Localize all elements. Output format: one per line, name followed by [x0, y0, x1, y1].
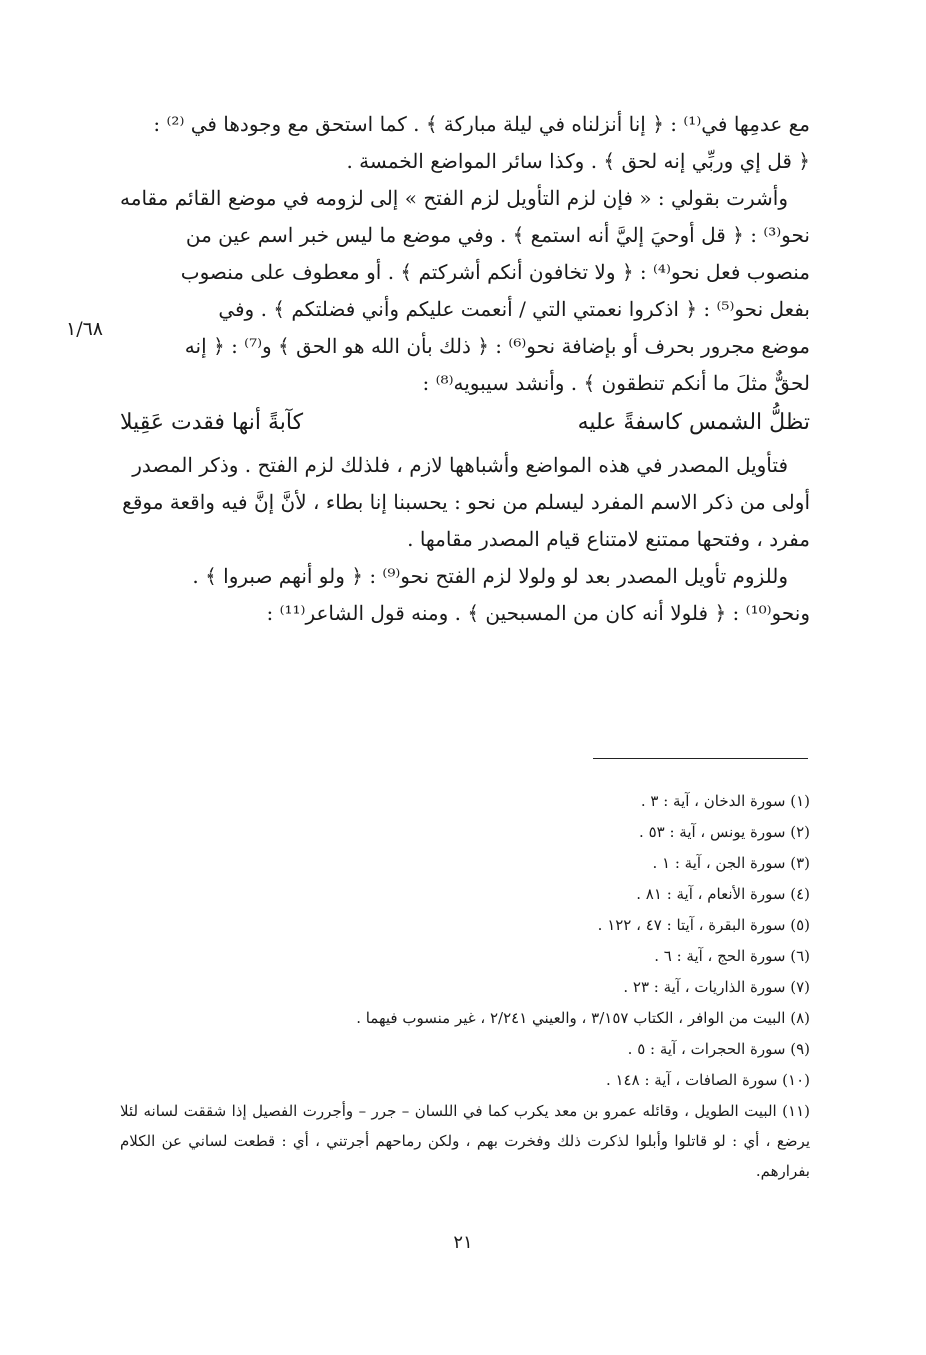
footnote: (١١) البيت الطويل ، وقائله عمرو بن معد يكرب كما في اللسان – جرر – وأجررت الفصيل إذا شققت لسانه لئلا يرضع ، أي : لو قاتلوا وأبلوا لذكرت ذلك وفخرت بهم ، ولكن رماحهم أجرتني ، أي : قطعت لساني عن الكلام بفرارهم.: [120, 1102, 810, 1180]
text-line: موضع مجرور بحرف أو بإضافة نحو⁽⁶⁾ : ﴿ ذلك بأن الله هو الحق ﴾ و⁽⁷⁾ : ﴿ إنه: [184, 334, 810, 358]
footnote: (٢) سورة يونس ، آية : ٥٣ .: [639, 823, 810, 841]
page-number: ٢١: [453, 1232, 473, 1253]
footnote: (٥) سورة البقرة ، آيتا : ٤٧ ، ١٢٢ .: [597, 916, 810, 934]
footnote: (٤) سورة الأنعام ، آية : ٨١ .: [636, 885, 810, 903]
text-line: مفرد ، وفتحها ممتنع لامتناع قيام المصدر مقامها .: [407, 527, 810, 551]
text-line: لحقٌّ مثلَ ما أنكم تنطقون ﴾ . وأنشد سيبويه⁽⁸⁾ :: [422, 371, 810, 395]
margin-folio-note: ١/٦٨: [66, 318, 104, 340]
footnotes: [120, 786, 810, 1186]
text-line: مع عدمِها في⁽¹⁾ : ﴿ إنا أنزلناه في ليلة مباركة ﴾ . كما استحق مع وجودها في ⁽²⁾ :: [153, 112, 810, 136]
text-line: بفعل نحو⁽⁵⁾ : ﴿ اذكروا نعمتي التي / أنعمت عليكم وأني فضلتكم ﴾ . وفي: [218, 297, 810, 321]
footnote: (٧) سورة الذاريات ، آية : ٢٣ .: [623, 978, 810, 996]
footnote: (٦) سورة الحج ، آية : ٦ .: [654, 947, 810, 965]
text-line: ﴿ قل إي وربِّي إنه لحق ﴾ . وكذا سائر المواضع الخمسة .: [346, 149, 810, 173]
footnote: (٣) سورة الجن ، آية : ١ .: [652, 854, 810, 872]
text-line: وأشرت بقولي : « فإن لزم التأويل لزم الفتح » إلى لزومه في موضع القائم مقامه: [120, 186, 788, 210]
poetry-verse: [120, 404, 810, 441]
footnote: (٨) البيت من الوافر ، الكتاب ٣/١٥٧ ، والعيني ٢/٢٤١ ، غير منسوب فيهما .: [356, 1009, 810, 1027]
footnote: (١٠) سورة الصافات ، آية : ١٤٨ .: [605, 1071, 810, 1089]
footnote: (١) سورة الدخان ، آية : ٣ .: [640, 792, 810, 810]
main-text: [120, 106, 810, 632]
text-line: أولى من ذكر الاسم المفرد ليسلم من نحو : يحسبنا إنا بطاء ، لأنَّ إنَّ فيه واقعة موقع: [122, 490, 810, 514]
verse-first-hemistich: تظلُّ الشمس كاسفةً عليه: [577, 410, 810, 435]
text-line: فتأويل المصدر في هذه المواضع وأشباهها لازم ، فلذلك لزم الفتح . وذكر المصدر: [132, 453, 788, 477]
text-line: نحو⁽³⁾ : ﴿ قل أوحيَ إليَّ أنه استمع ﴾ . وفي موضع ما ليس خبر اسم عين من: [185, 223, 810, 247]
text-line: منصوب فعل نحو⁽⁴⁾ : ﴿ ولا تخافون أنكم أشركتم ﴾ . أو معطوف على منصوب: [180, 260, 810, 284]
text-line: ونحو⁽¹⁰⁾ : ﴿ فلولا أنه كان من المسبحين ﴾ . ومنه قول الشاعر⁽¹¹⁾ :: [266, 601, 810, 625]
text-line: وللزوم تأويل المصدر بعد لو ولولا لزم الفتح نحو⁽⁹⁾ : ﴿ ولو أنهم صبروا ﴾ .: [192, 564, 788, 588]
verse-second-hemistich: كآبةً أنها فقدت عَقِيلا: [120, 410, 304, 435]
footnote: (٩) سورة الحجرات ، آية : ٥ .: [627, 1040, 810, 1058]
footnote-separator: [593, 758, 808, 759]
